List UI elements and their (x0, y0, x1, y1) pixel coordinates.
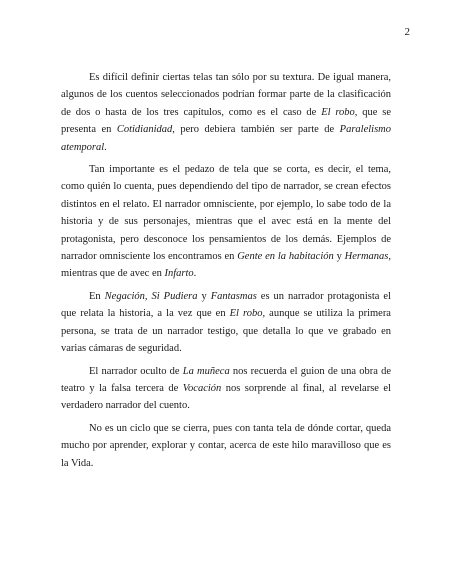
italic-title: Fantasmas (210, 290, 257, 302)
text-run: El narrador oculto de (89, 365, 183, 377)
italic-title: Gente en la habitación (237, 251, 334, 263)
italic-title: Vocación (182, 382, 222, 394)
text-run: . (193, 268, 197, 280)
text-run: y (197, 290, 211, 302)
text-run: No es un ciclo que se cierra, pues con tanta tela de dónde cortar, queda mucho por aprender, explorar y contar, acerca de este hilo maravilloso que es la Vida. (61, 422, 391, 469)
italic-title: Si Pudiera (151, 290, 198, 302)
text-run: , aunque se utiliza la primera persona, se trata de un narrador testigo, que detalla lo que ve grabado en varias cámaras de seguridad. (61, 308, 391, 355)
text-run: En (89, 290, 105, 302)
text-run: nos sorprende al final, al revelarse el verdadero narrador del cuento. (61, 382, 392, 412)
italic-title: Paralelismo atemporal (61, 124, 391, 153)
italic-title: Negación (104, 290, 145, 302)
text-run: es un narrador protagonista el que relata la historia, a la vez que en (61, 290, 392, 320)
text-run: Tan importante es el pedazo de tela que se corta, es decir, el tema, como quién lo cuenta, pues dependiendo del tipo de narrador, se crean efectos distintos en el relato. El narrador omnisciente, por ejemplo, lo sabe todo de la historia y de sus personajes, mientras que el avec está en la mente del protagonista, pero desconoce los pensamientos de los demás. Ejemplos de narrador omnisciente los encontramos en (61, 164, 391, 263)
italic-title: La muñeca (182, 365, 230, 377)
text-run: . (104, 141, 107, 153)
body-text (61, 69, 391, 477)
text-run: nos recuerda el guion de una obra de teatro y la falsa tercera de (61, 365, 392, 394)
page-number: 2 (404, 26, 410, 38)
italic-title: El robo (321, 106, 355, 118)
paragraph (61, 288, 391, 358)
text-run: y (333, 251, 345, 263)
italic-title: Hermanas (344, 251, 389, 263)
paragraph (61, 363, 391, 415)
text-run: Es difícil definir ciertas telas tan sólo por su textura. De igual manera, algunos de los cuentos seleccionados podrían formar parte de la clasificación de dos o hasta de los tres capítulos, como es el caso de (61, 72, 391, 118)
paragraph (61, 69, 391, 156)
italic-title: Infarto (164, 268, 194, 280)
text-run: , (144, 290, 152, 302)
text-run: , que se presenta en (61, 106, 391, 136)
text-run: , pero debiera también ser parte de (172, 124, 340, 136)
text-run: , mientras que de avec en (61, 251, 392, 280)
italic-title: Cotidianidad (116, 124, 173, 136)
paragraph (61, 420, 391, 472)
paragraph (61, 161, 391, 283)
italic-title: El robo (229, 308, 263, 320)
